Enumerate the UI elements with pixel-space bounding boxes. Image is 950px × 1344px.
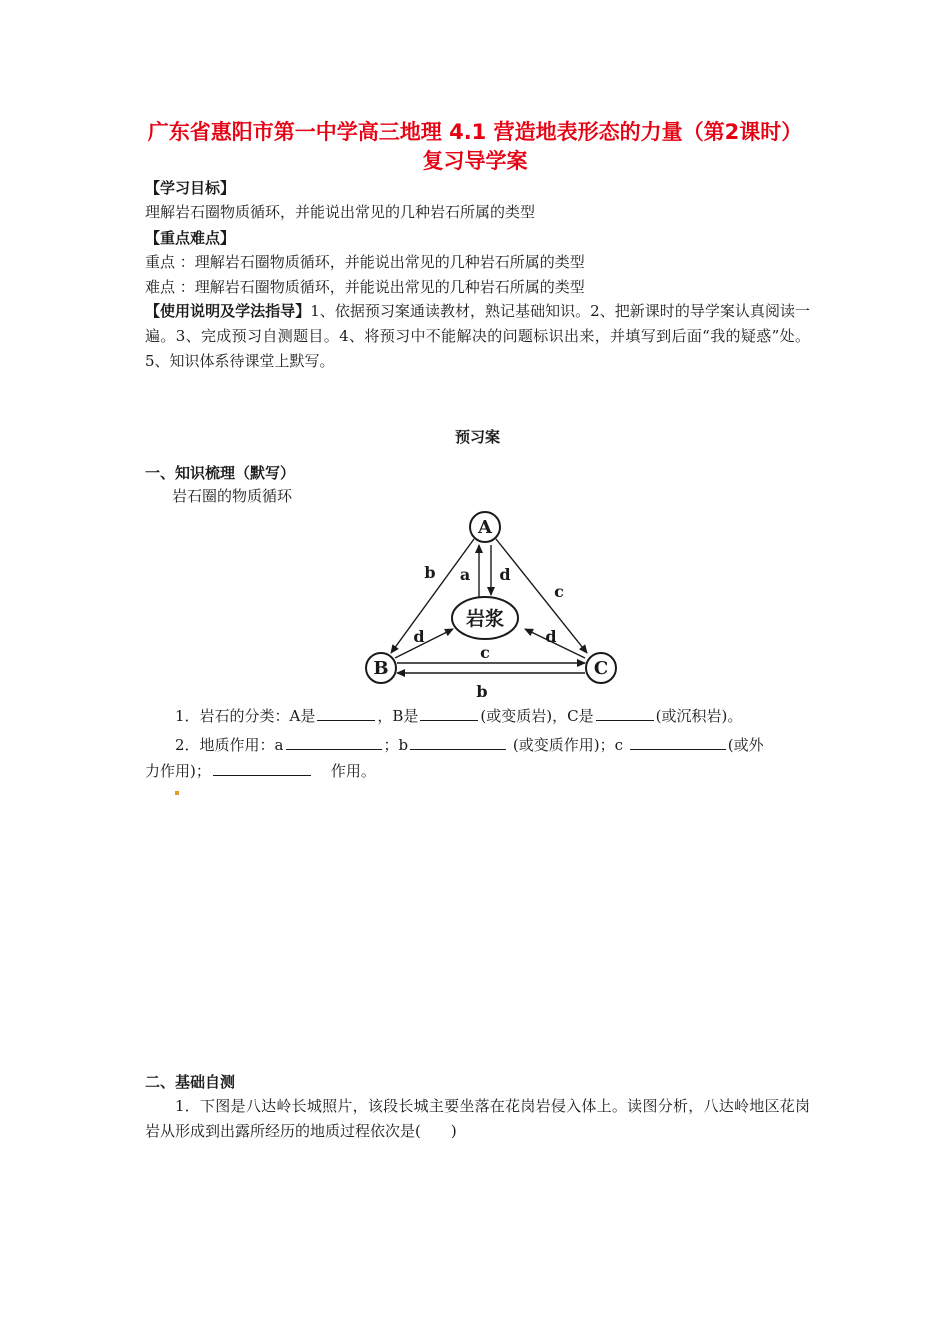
edge-label-d-left: d xyxy=(413,627,425,646)
guide-heading: 【使用说明及学法指导】 xyxy=(145,302,311,320)
answer-blank-process-b[interactable] xyxy=(410,733,506,750)
part1-subtitle: 岩石圈的物质循环 xyxy=(172,487,293,505)
stray-mark xyxy=(175,791,179,795)
part2-heading: 二、基础自测 xyxy=(145,1073,236,1091)
page-title: 广东省惠阳市第一中学高三地理 4.1 营造地表形态的力量（第2课时）复习导学案 xyxy=(147,120,803,173)
answer-blank-process-d[interactable] xyxy=(213,759,311,776)
question-2-line-1: 2．地质作用：a ；b (或变质作用)；c (或外 xyxy=(175,733,840,757)
goal-heading: 【学习目标】 xyxy=(145,179,236,197)
node-a-label: A xyxy=(478,517,492,538)
edge-label-b-left: b xyxy=(424,563,436,582)
question-2-line-2: 力作用)； 作用。 xyxy=(145,759,810,783)
answer-blank-b[interactable] xyxy=(420,704,478,721)
question-1: 1．岩石的分类：A是 ，B是 (或变质岩)，C是 (或沉积岩)。 xyxy=(175,704,840,728)
answer-blank-process-a[interactable] xyxy=(286,733,382,750)
answer-blank-c[interactable] xyxy=(596,704,654,721)
answer-blank-process-c[interactable] xyxy=(630,733,726,750)
guide-paragraph xyxy=(145,299,810,374)
difficult-point: 难点 ：理解岩石圈物质循环，并能说出常见的几种岩石所属的类型 xyxy=(145,278,585,296)
edge-label-c-right: c xyxy=(554,582,564,601)
key-heading: 【重点难点】 xyxy=(145,229,236,247)
key-point: 重点 ：理解岩石圈物质循环，并能说出常见的几种岩石所属的类型 xyxy=(145,253,585,271)
arrow-a-to-c xyxy=(496,539,587,653)
node-c-label: C xyxy=(593,658,609,679)
rock-cycle-diagram xyxy=(355,505,625,705)
preview-heading: 预习案 xyxy=(454,428,500,446)
test-question-1: 1．下图是八达岭长城照片，该段长城主要坐落在花岗岩侵入体上。读图分析，八达岭地区花岗岩从形成到出露所经历的地质过程依次是( ) xyxy=(145,1097,810,1140)
answer-blank-a[interactable] xyxy=(317,704,375,721)
edge-label-a: a xyxy=(459,565,471,584)
edge-label-b-bottom: b xyxy=(476,682,488,701)
guide-text: 1、依据预习案通读教材，熟记基础知识。2、把新课时的导学案认真阅读一遍。3、完成预习自测题目。4、将预习中不能解决的问题标识出来，并填写到后面“我的疑惑”处。5、知识体系待课堂上默写。 xyxy=(145,302,810,370)
part1-heading: 一、知识梳理（默写） xyxy=(145,464,296,482)
edge-label-d-top: d xyxy=(499,565,511,584)
edge-label-c-mid: c xyxy=(480,643,490,662)
goal-text: 理解岩石圈物质循环，并能说出常见的几种岩石所属的类型 xyxy=(145,203,536,221)
node-b-label: B xyxy=(373,658,389,679)
magma-label: 岩浆 xyxy=(465,608,505,630)
arrow-a-to-b xyxy=(391,539,474,653)
edge-label-d-right: d xyxy=(545,627,557,646)
